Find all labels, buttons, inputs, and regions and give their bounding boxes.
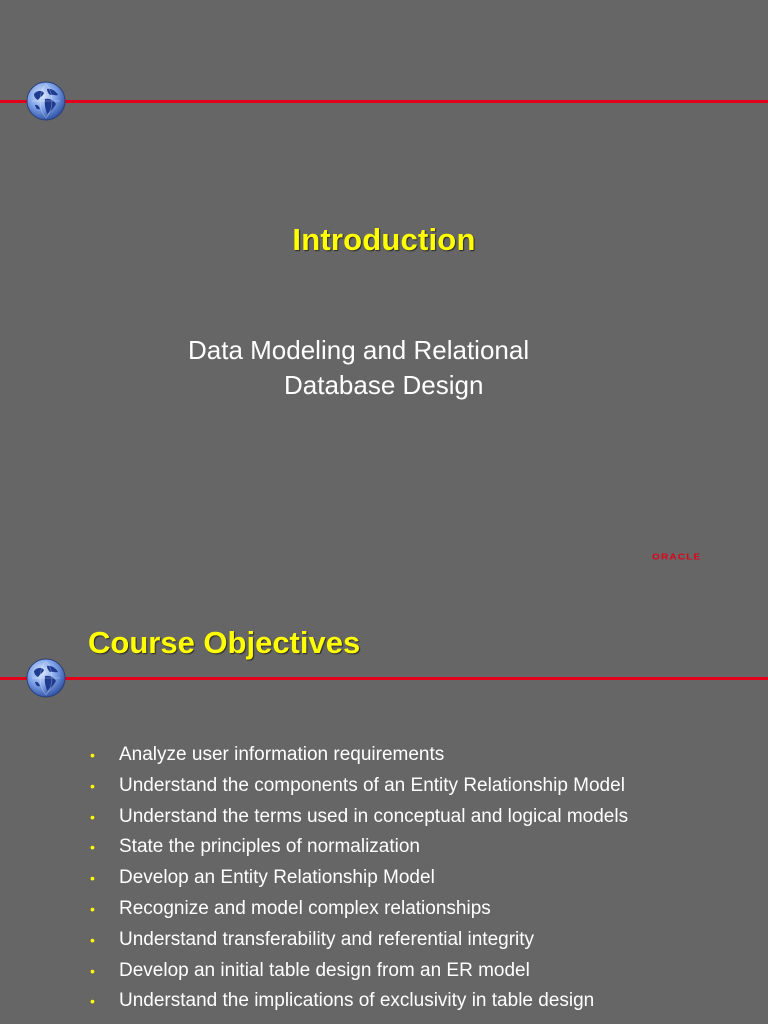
globe-icon bbox=[26, 81, 66, 121]
objective-text: Understand transferability and referential integrity bbox=[119, 928, 535, 950]
list-item bbox=[0, 771, 768, 802]
objective-text: Analyze user information requirements bbox=[119, 744, 445, 765]
bullet-icon: • bbox=[90, 900, 95, 917]
bullet-icon: • bbox=[90, 808, 95, 825]
subtitle-line-1: Data Modeling and Relational bbox=[188, 335, 530, 365]
globe-icon bbox=[26, 658, 66, 698]
objectives-list bbox=[0, 740, 768, 1017]
bullet-icon: • bbox=[90, 870, 95, 887]
list-item bbox=[0, 802, 768, 833]
subtitle-line-2: Database Design bbox=[284, 370, 484, 400]
list-item bbox=[0, 986, 768, 1017]
objective-text: Develop an initial table design from an ER model bbox=[119, 959, 530, 981]
slide-course-objectives bbox=[0, 600, 768, 1024]
bullet-icon: • bbox=[90, 747, 95, 763]
list-item bbox=[0, 740, 768, 771]
bullet-icon: • bbox=[90, 931, 95, 948]
header-rule bbox=[0, 677, 768, 680]
bullet-icon: • bbox=[90, 777, 95, 794]
objective-text: Understand the terms used in conceptual and logical models bbox=[119, 805, 629, 827]
bullet-icon: • bbox=[90, 993, 95, 1010]
slide-title: Introduction bbox=[292, 222, 476, 257]
list-item bbox=[0, 925, 768, 956]
objective-text: Understand the implications of exclusivity in table design bbox=[119, 990, 595, 1012]
objective-text: State the principles of normalization bbox=[119, 836, 420, 858]
list-item bbox=[0, 863, 768, 894]
list-item bbox=[0, 894, 768, 925]
objective-text: Understand the components of an Entity Relationship Model bbox=[119, 774, 625, 796]
bullet-icon: • bbox=[90, 962, 95, 979]
objective-text: Recognize and model complex relationships bbox=[119, 897, 491, 919]
list-item bbox=[0, 956, 768, 987]
oracle-logo: ORACLE bbox=[652, 553, 702, 562]
bullet-icon: • bbox=[90, 839, 95, 856]
list-item bbox=[0, 832, 768, 863]
section-title: Course Objectives bbox=[88, 625, 361, 660]
header-rule bbox=[0, 100, 768, 103]
objective-text: Develop an Entity Relationship Model bbox=[119, 867, 435, 889]
